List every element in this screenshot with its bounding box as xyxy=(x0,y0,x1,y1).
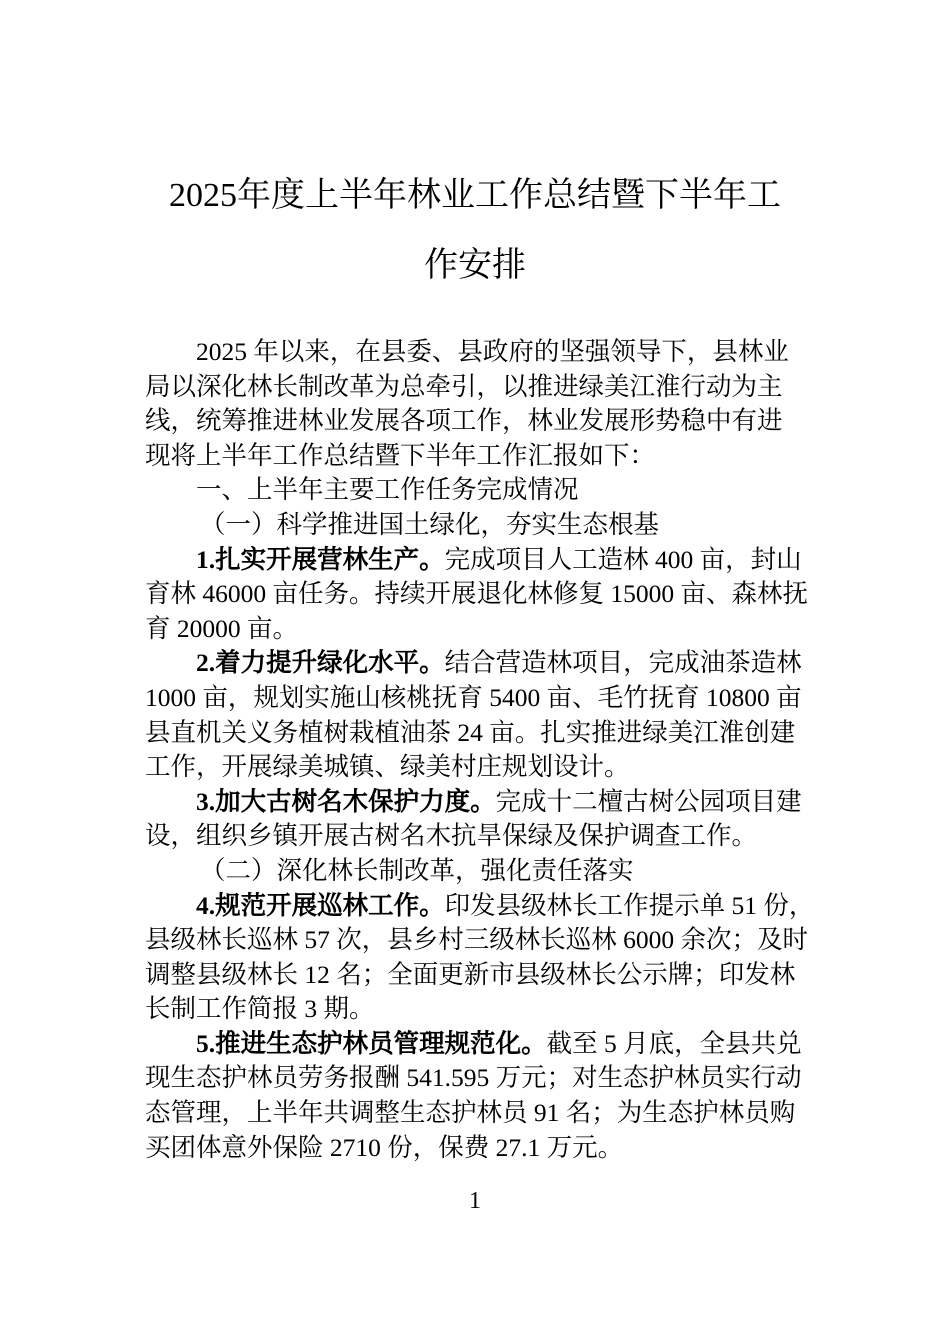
line-text: 完成十二檀古树公园项目建 xyxy=(495,786,802,816)
text-line xyxy=(145,819,825,854)
line-text: 调整县级林长 12 名；全面更新市县级林长公示牌；印发林 xyxy=(145,959,796,989)
line-text: 完成项目人工造林 400 亩，封山 xyxy=(444,544,802,574)
text-line xyxy=(145,992,825,1027)
line-text: 一、上半年主要工作任务完成情况 xyxy=(196,475,579,505)
text-line xyxy=(145,335,825,370)
text-line xyxy=(145,1131,825,1166)
line-text: （一）科学推进国土绿化，夯实生态根基 xyxy=(200,509,660,539)
text-line xyxy=(145,404,825,439)
line-text: 买团体意外保险 2710 份，保费 27.1 万元。 xyxy=(145,1132,624,1162)
text-line xyxy=(145,854,825,889)
text-line xyxy=(145,889,825,924)
text-line xyxy=(145,785,825,820)
bold-heading: 4.规范开展巡林工作。 xyxy=(196,890,445,920)
line-text: （二）深化林长制改革，强化责任落实 xyxy=(200,855,634,885)
line-text: 局以深化林长制改革为总牵引，以推进绿美江淮行动为主 xyxy=(145,371,783,401)
line-text: 工作，开展绿美城镇、绿美村庄规划设计。 xyxy=(145,752,630,782)
text-line xyxy=(145,1096,825,1131)
text-line xyxy=(145,370,825,405)
text-line xyxy=(145,923,825,958)
text-line xyxy=(145,646,825,681)
line-text: 县级林长巡林 57 次，县乡村三级林长巡林 6000 余次；及时 xyxy=(145,925,809,955)
line-text: 2025 年以来，在县委、县政府的坚强领导下，县林业 xyxy=(196,337,789,366)
line-text: 长制工作简报 3 期。 xyxy=(145,994,375,1024)
bold-heading: 2.着力提升绿化水平。 xyxy=(196,648,445,678)
document-body xyxy=(145,335,825,1165)
text-line xyxy=(145,1027,825,1062)
bold-heading: 1.扎实开展营林生产。 xyxy=(196,544,445,574)
bold-heading: 3.加大古树名木保护力度。 xyxy=(196,786,496,816)
line-text: 结合营造林项目，完成油茶造林 xyxy=(444,648,802,678)
text-line xyxy=(145,750,825,785)
text-line xyxy=(145,716,825,751)
line-text: 现生态护林员劳务报酬 541.595 万元；对生态护林员实行动 xyxy=(145,1063,802,1093)
line-text: 育 20000 亩。 xyxy=(145,613,299,643)
line-text: 育林 46000 亩任务。持续开展退化林修复 15000 亩、森林抚 xyxy=(145,579,809,609)
bold-heading: 5.推进生态护林员管理规范化。 xyxy=(196,1028,547,1058)
line-text: 印发县级林长工作提示单 51 份， xyxy=(444,890,815,920)
text-line xyxy=(145,958,825,993)
page-number: 1 xyxy=(469,1188,481,1214)
document-title-line-2: 作安排 xyxy=(424,247,526,284)
line-text: 态管理，上半年共调整生态护林员 91 名；为生态护林员购 xyxy=(145,1098,796,1128)
text-line xyxy=(145,508,825,543)
line-text: 设，组织乡镇开展古树名木抗旱保绿及保护调查工作。 xyxy=(145,821,758,851)
text-line xyxy=(145,577,825,612)
line-text: 县直机关义务植树栽植油茶 24 亩。扎实推进绿美江淮创建 xyxy=(145,717,796,747)
line-text: 截至 5 月底，全县共兑 xyxy=(546,1028,802,1058)
text-line xyxy=(145,439,825,474)
line-text: 现将上半年工作总结暨下半年工作汇报如下： xyxy=(145,440,656,470)
line-text: 1000 亩，规划实施山核桃抚育 5400 亩、毛竹抚育 10800 亩 xyxy=(145,682,802,712)
text-line xyxy=(145,543,825,578)
document-title-line-1: 2025年度上半年林业工作总结暨下半年工 xyxy=(169,177,781,214)
text-line xyxy=(145,1061,825,1096)
text-line xyxy=(145,681,825,716)
text-line xyxy=(145,473,825,508)
text-line xyxy=(145,612,825,647)
line-text: 线，统筹推进林业发展各项工作，林业发展形势稳中有进 xyxy=(145,406,783,436)
